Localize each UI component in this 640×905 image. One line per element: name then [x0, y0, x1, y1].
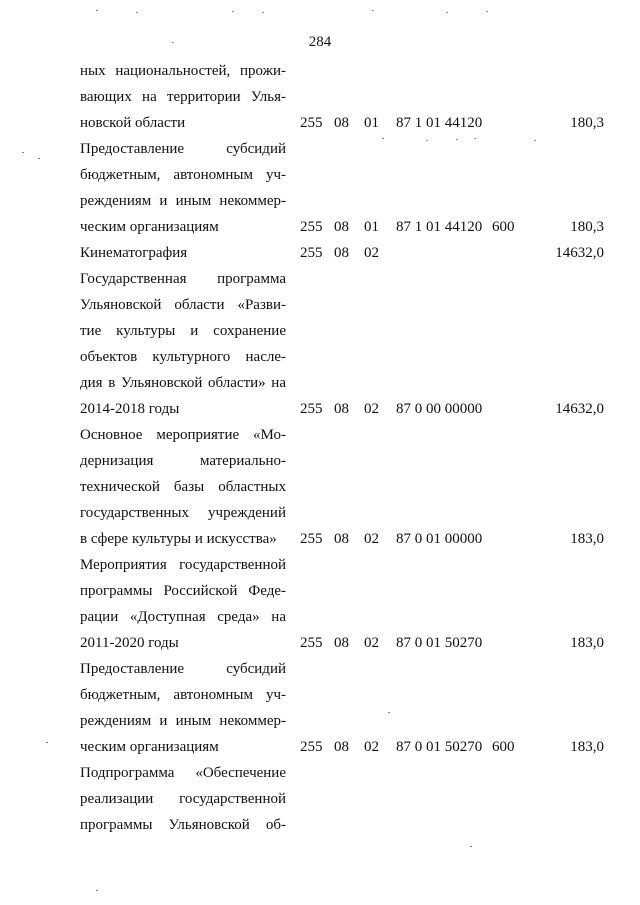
grbs-code: 255: [300, 531, 323, 547]
expense-type-code: 600: [492, 219, 515, 235]
subsection-code: 02: [364, 245, 379, 261]
description-line: Предоставление субсидий: [80, 141, 286, 157]
description-line: объектов культурного насле-: [80, 349, 286, 365]
subsection-code: 02: [364, 401, 379, 417]
description-line: бюджетным, автономным уч-: [80, 687, 286, 703]
description-line: ческим организациям: [80, 739, 219, 755]
description-line: Основное мероприятие «Мо-: [80, 427, 286, 443]
expense-type-code: 600: [492, 739, 515, 755]
description-line: бюджетным, автономным уч-: [80, 167, 286, 183]
section-code: 08: [334, 531, 349, 547]
description-line: в сфере культуры и искусства»: [80, 531, 277, 547]
amount: 14632,0: [555, 245, 604, 261]
grbs-code: 255: [300, 219, 323, 235]
target-article-code: 87 0 00 00000: [396, 401, 483, 417]
description-line: реждениям и иным некоммер-: [80, 713, 286, 729]
target-article-code: 87 0 01 00000: [396, 531, 483, 547]
description-line: Государственная программа: [80, 271, 286, 287]
description-line: 2014-2018 годы: [80, 401, 180, 417]
row-description: [80, 266, 286, 422]
amount: 183,0: [570, 739, 604, 755]
amount: 183,0: [570, 531, 604, 547]
description-line: вающих на территории Улья-: [80, 89, 286, 105]
description-line: Кинематография: [80, 245, 188, 261]
description-line: ных национальностей, прожи-: [80, 63, 286, 79]
description-line: реждениям и иным некоммер-: [80, 193, 286, 209]
description-line: программы Российской Феде-: [80, 583, 286, 599]
section-code: 08: [334, 219, 349, 235]
row-description: [80, 760, 286, 838]
description-line: Предоставление субсидий: [80, 661, 286, 677]
subsection-code: 01: [364, 115, 379, 131]
description-line: государственных учреждений: [80, 505, 286, 521]
section-code: 08: [334, 115, 349, 131]
subsection-code: 02: [364, 531, 379, 547]
row-description: [80, 552, 286, 656]
row-description: [80, 656, 286, 760]
grbs-code: 255: [300, 401, 323, 417]
row-description: [80, 422, 286, 552]
grbs-code: 255: [300, 739, 323, 755]
section-code: 08: [334, 245, 349, 261]
subsection-code: 02: [364, 739, 379, 755]
grbs-code: 255: [300, 635, 323, 651]
row-description: [80, 58, 286, 136]
description-line: рации «Доступная среда» на: [80, 609, 286, 625]
description-line: ческим организациям: [80, 219, 219, 235]
description-line: дия в Ульяновской области» на: [80, 375, 286, 391]
subsection-code: 01: [364, 219, 379, 235]
grbs-code: 255: [300, 245, 323, 261]
description-line: дернизация материально-: [80, 453, 286, 469]
grbs-code: 255: [300, 115, 323, 131]
page-number: 284: [308, 34, 332, 50]
description-line: технической базы областных: [80, 479, 286, 495]
target-article-code: 87 1 01 44120: [396, 115, 483, 131]
amount: 183,0: [570, 635, 604, 651]
amount: 180,3: [570, 115, 604, 131]
description-line: 2011-2020 годы: [80, 635, 179, 651]
row-description: [80, 136, 286, 240]
amount: 180,3: [570, 219, 604, 235]
target-article-code: 87 0 01 50270: [396, 739, 483, 755]
description-line: новской области: [80, 115, 186, 131]
row-description: [80, 240, 286, 266]
description-line: программы Ульяновской об-: [80, 817, 286, 833]
description-line: тие культуры и сохранение: [80, 323, 286, 339]
section-code: 08: [334, 739, 349, 755]
amount: 14632,0: [555, 401, 604, 417]
section-code: 08: [334, 401, 349, 417]
description-line: реализации государственной: [80, 791, 286, 807]
target-article-code: 87 1 01 44120: [396, 219, 483, 235]
subsection-code: 02: [364, 635, 379, 651]
section-code: 08: [334, 635, 349, 651]
description-line: Подпрограмма «Обеспечение: [80, 765, 286, 781]
description-line: Мероприятия государственной: [80, 557, 286, 573]
description-line: Ульяновской области «Разви-: [80, 297, 286, 313]
target-article-code: 87 0 01 50270: [396, 635, 483, 651]
